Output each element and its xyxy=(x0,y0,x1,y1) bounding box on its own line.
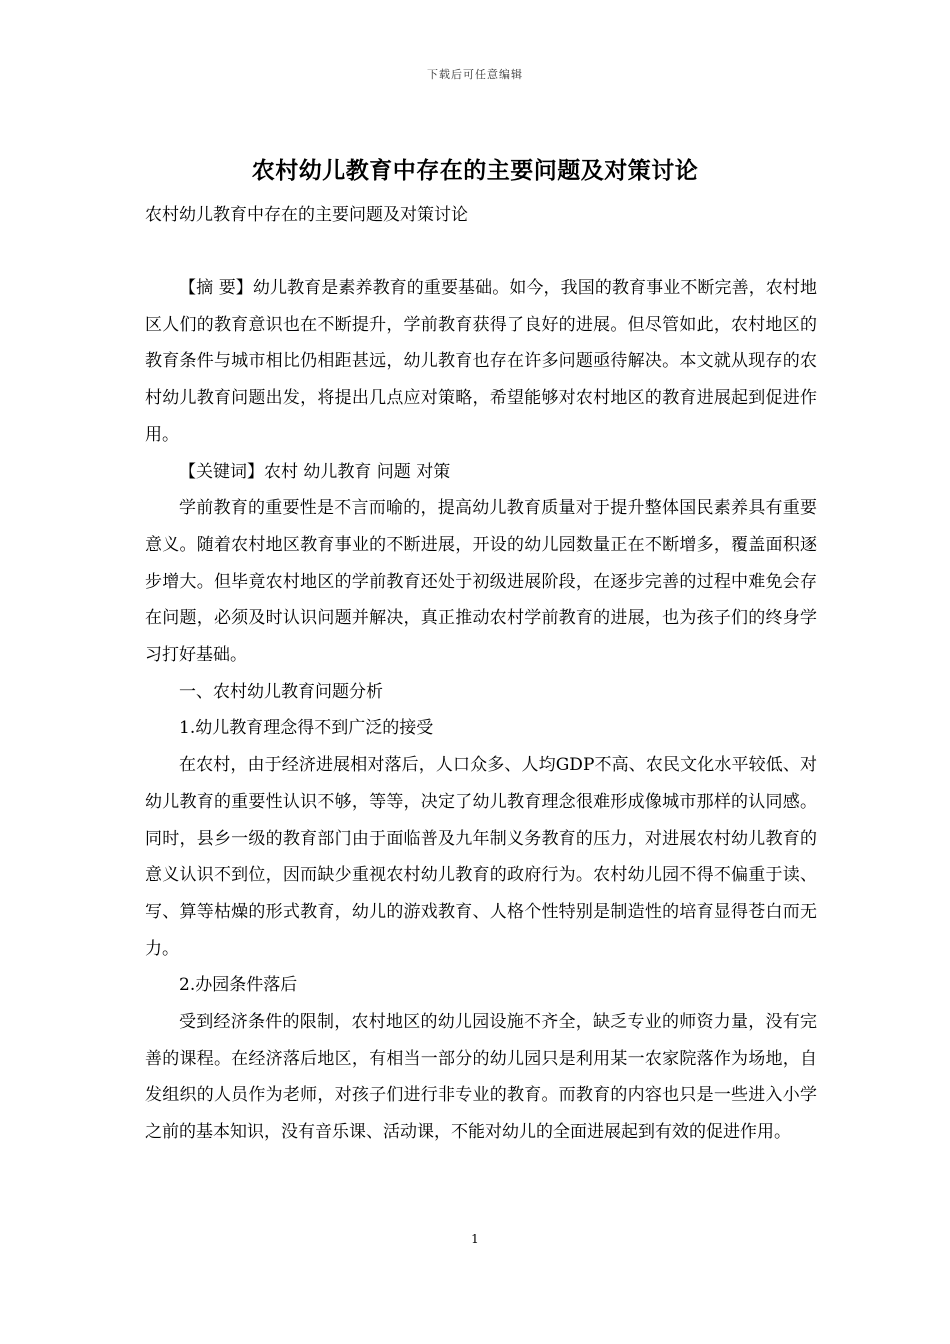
document-subtitle: 农村幼儿教育中存在的主要问题及对策讨论 xyxy=(145,205,468,225)
document-body xyxy=(145,270,817,1151)
document-title: 农村幼儿教育中存在的主要问题及对策讨论 xyxy=(251,157,699,184)
subsection-heading: 2.办园条件落后 xyxy=(179,975,298,996)
abstract-paragraph: 【摘 要】幼儿教育是素养教育的重要基础。如今，我国的教育事业不断完善，农村地区人们的教育意识也在不断提升，学前教育获得了良好的进展。但尽管如此，农村地区的教育条件与城市相比仍相距甚远，幼儿教育也存在许多问题亟待解决。本文就从现存的农村幼儿教育问题出发，将提出几点应对策略，希望能够对农村地区的教育进展起到促进作用。 xyxy=(145,278,817,445)
body-paragraph: 学前教育的重要性是不言而喻的，提高幼儿教育质量对于提升整体国民素养具有重要意义。随着农村地区教育事业的不断进展，开设的幼儿园数量正在不断增多，覆盖面积逐步增大。但毕竟农村地区的学前教育还处于初级进展阶段，在逐步完善的过程中难免会存在问题，必须及时认识问题并解决，真正推动农村学前教育的进展，也为孩子们的终身学习打好基础。 xyxy=(145,498,817,666)
body-paragraph: 在农村，由于经济进展相对落后，人口众多、人均GDP不高、农民文化水平较低、对幼儿教育的重要性认识不够，等等，决定了幼儿教育理念很难形成像城市那样的认同感。同时，县乡一级的教育部门由于面临普及九年制义务教育的压力，对进展农村幼儿教育的意义认识不到位，因而缺少重视农村幼儿教育的政府行为。农村幼儿园不得不偏重于读、写、算等枯燥的形式教育，幼儿的游戏教育、人格个性特别是制造性的培育显得苍白而无力。 xyxy=(145,755,817,959)
header-note: 下载后可任意编辑 xyxy=(427,68,523,81)
body-paragraph: 受到经济条件的限制，农村地区的幼儿园设施不齐全，缺乏专业的师资力量，没有完善的课程。在经济落后地区，有相当一部分的幼儿园只是利用某一农家院落作为场地，自发组织的人员作为老师，对孩子们进行非专业的教育。而教育的内容也只是一些进入小学之前的基本知识，没有音乐课、活动课，不能对幼儿的全面进展起到有效的促进作用。 xyxy=(145,1012,817,1143)
section-heading: 一、农村幼儿教育问题分析 xyxy=(179,681,383,702)
subsection-heading: 1.幼儿教育理念得不到广泛的接受 xyxy=(179,718,434,739)
keywords-paragraph: 【关键词】农村 幼儿教育 问题 对策 xyxy=(179,461,451,482)
page-number: 1 xyxy=(471,1232,479,1246)
